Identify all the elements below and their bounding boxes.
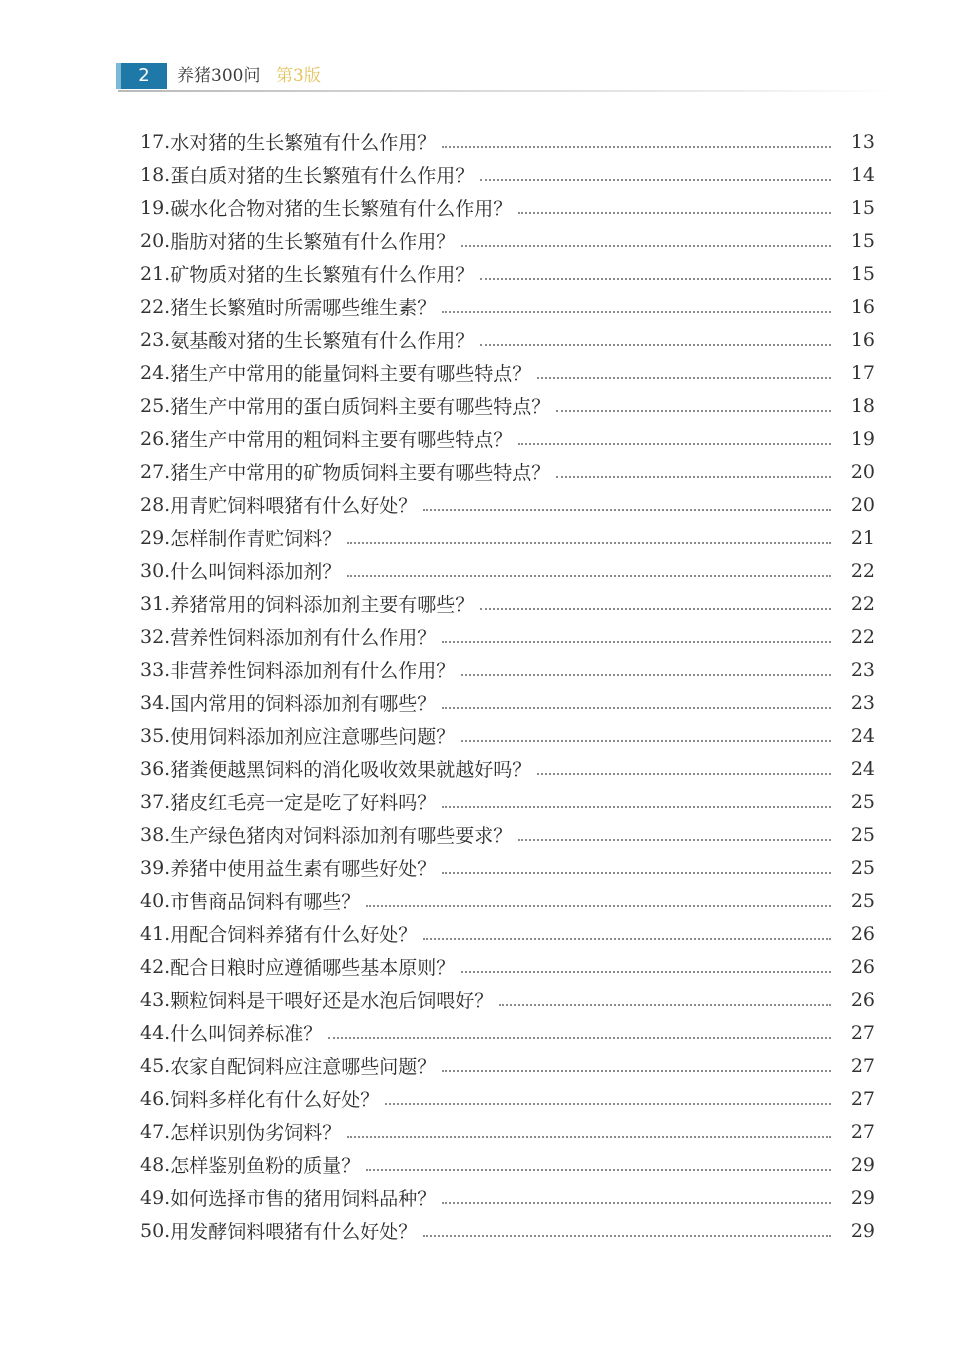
toc-entry-title: 猪生产中常用的粗饲料主要有哪些特点？ [170,429,513,451]
toc-entry-title: 矿物质对猪的生长繁殖有什么作用？ [170,264,475,286]
toc-entry-number: 40. [140,889,171,912]
toc-entry-title: 饲料多样化有什么好处？ [170,1089,380,1111]
toc-entry[interactable] [140,389,875,422]
toc-entry-page: 18 [850,394,875,417]
toc-entry-number: 36. [140,757,171,780]
toc-entry[interactable] [140,1214,875,1247]
toc-entry-title: 农家自配饲料应注意哪些问题？ [170,1056,437,1078]
toc-entry-page: 19 [850,427,875,450]
toc-leader-dots [537,377,831,379]
toc-leader-dots [461,245,831,247]
toc-leader-dots [556,410,831,412]
toc-entry[interactable] [140,422,875,455]
toc-entry-number: 31. [140,592,171,615]
toc-entry-title: 如何选择市售的猪用饲料品种？ [170,1188,437,1210]
toc-entry-page: 27 [850,1054,875,1077]
toc-entry-page: 29 [850,1219,875,1242]
toc-leader-dots [442,146,831,148]
toc-entry-title: 使用饲料添加剂应注意哪些问题？ [170,726,456,748]
toc-entry-title: 猪生产中常用的蛋白质饲料主要有哪些特点？ [170,396,551,418]
book-title: 养猪300问 [177,66,261,86]
toc-leader-dots [480,179,831,181]
toc-leader-dots [480,344,831,346]
toc-entry-page: 26 [850,988,875,1011]
toc-leader-dots [442,641,831,643]
toc-leader-dots [499,1004,831,1006]
toc-entry-page: 15 [850,196,875,219]
toc-entry-title: 养猪常用的饲料添加剂主要有哪些？ [170,594,475,616]
toc-entry-title: 碳水化合物对猪的生长繁殖有什么作用？ [170,198,513,220]
toc-entry-page: 16 [850,295,875,318]
toc-entry[interactable] [140,521,875,554]
toc-leader-dots [442,872,831,874]
toc-entry-page: 25 [850,856,875,879]
toc-entry[interactable] [140,323,875,356]
toc-entry-number: 26. [140,427,171,450]
toc-leader-dots [518,839,831,841]
toc-entry-number: 28. [140,493,171,516]
toc-entry-number: 25. [140,394,171,417]
page-header [0,56,960,96]
toc-entry[interactable] [140,620,875,653]
toc-leader-dots [480,608,831,610]
toc-entry-page: 15 [850,262,875,285]
toc-entry[interactable] [140,785,875,818]
toc-entry-page: 27 [850,1087,875,1110]
toc-entry-title: 什么叫饲料添加剂？ [170,561,342,583]
toc-entry[interactable] [140,653,875,686]
toc-entry-number: 19. [140,196,171,219]
toc-entry-number: 50. [140,1219,171,1242]
toc-entry-title: 猪粪便越黑饲料的消化吸收效果就越好吗？ [170,759,532,781]
toc-entry-number: 20. [140,229,171,252]
toc-entry-title: 颗粒饲料是干喂好还是水泡后饲喂好？ [170,990,494,1012]
toc-entry[interactable] [140,1181,875,1214]
toc-leader-dots [442,806,831,808]
toc-leader-dots [347,542,831,544]
toc-entry-page: 25 [850,889,875,912]
toc-leader-dots [461,674,831,676]
toc-entry-number: 18. [140,163,171,186]
toc-leader-dots [423,509,831,511]
toc-entry[interactable] [140,1016,875,1049]
toc-leader-dots [347,1136,831,1138]
toc-entry[interactable] [140,290,875,323]
toc-leader-dots [442,1202,831,1204]
toc-entry[interactable] [140,983,875,1016]
toc-entry-number: 21. [140,262,171,285]
toc-entry-number: 17. [140,130,171,153]
toc-leader-dots [518,443,831,445]
toc-entry-page: 14 [850,163,875,186]
toc-entry-page: 25 [850,823,875,846]
toc-entry-title: 怎样制作青贮饲料？ [170,528,342,550]
toc-entry-number: 45. [140,1054,171,1077]
toc-leader-dots [442,311,831,313]
toc-entry-number: 29. [140,526,171,549]
toc-entry[interactable] [140,1148,875,1181]
toc-entry-number: 22. [140,295,171,318]
toc-entry-title: 用配合饲料养猪有什么好处？ [170,924,418,946]
toc-entry-number: 39. [140,856,171,879]
toc-entry-number: 44. [140,1021,171,1044]
toc-entry-number: 34. [140,691,171,714]
toc-leader-dots [518,212,831,214]
toc-entry-number: 38. [140,823,171,846]
toc-entry-number: 32. [140,625,171,648]
toc-entry[interactable] [140,554,875,587]
toc-entry[interactable] [140,224,875,257]
toc-entry-number: 24. [140,361,171,384]
toc-entry-title: 氨基酸对猪的生长繁殖有什么作用？ [170,330,475,352]
toc-entry[interactable] [140,1049,875,1082]
toc-leader-dots [366,905,831,907]
toc-leader-dots [328,1037,831,1039]
toc-entry-page: 22 [850,559,875,582]
toc-entry[interactable] [140,686,875,719]
toc-entry-page: 24 [850,724,875,747]
toc-entry-page: 29 [850,1186,875,1209]
toc-entry[interactable] [140,257,875,290]
toc-entry-title: 什么叫饲养标准？ [170,1023,323,1045]
toc-entry[interactable] [140,752,875,785]
toc-entry-page: 16 [850,328,875,351]
toc-entry-page: 21 [850,526,875,549]
toc-entry[interactable] [140,719,875,752]
toc-entry-title: 非营养性饲料添加剂有什么作用？ [170,660,456,682]
toc-leader-dots [480,278,831,280]
toc-entry-number: 35. [140,724,171,747]
toc-entry[interactable] [140,191,875,224]
header-rule [118,90,898,92]
toc-entry-page: 23 [850,691,875,714]
toc-entry-page: 22 [850,592,875,615]
toc-entry-title: 营养性饲料添加剂有什么作用？ [170,627,437,649]
toc-entry-page: 15 [850,229,875,252]
toc-entry[interactable] [140,851,875,884]
toc-entry-page: 26 [850,955,875,978]
toc-entry-number: 30. [140,559,171,582]
toc-entry-page: 13 [850,130,875,153]
toc-leader-dots [366,1169,831,1171]
toc-entry-title: 养猪中使用益生素有哪些好处？ [170,858,437,880]
toc-entry[interactable] [140,587,875,620]
toc-entry-page: 27 [850,1021,875,1044]
toc-entry[interactable] [140,356,875,389]
toc-entry[interactable] [140,917,875,950]
toc-leader-dots [461,740,831,742]
toc-entry-title: 猪生产中常用的能量饲料主要有哪些特点？ [170,363,532,385]
toc-entry-number: 41. [140,922,171,945]
toc-entry-title: 怎样识别伪劣饲料？ [170,1122,342,1144]
toc-entry-title: 水对猪的生长繁殖有什么作用？ [170,132,437,154]
toc-entry-number: 49. [140,1186,171,1209]
toc-leader-dots [537,773,831,775]
edition-label: 第3版 [276,66,321,86]
toc-entry-title: 市售商品饲料有哪些？ [170,891,361,913]
toc-leader-dots [442,707,831,709]
toc-entry-number: 46. [140,1087,171,1110]
toc-leader-dots [556,476,831,478]
toc-leader-dots [385,1103,831,1105]
toc-leader-dots [423,1235,831,1237]
toc-entry-title: 猪生产中常用的矿物质饲料主要有哪些特点？ [170,462,551,484]
toc-leader-dots [461,971,831,973]
toc-entry-title: 怎样鉴别鱼粉的质量？ [170,1155,361,1177]
toc-entry-page: 17 [850,361,875,384]
toc-entry-page: 23 [850,658,875,681]
toc-entry-page: 20 [850,493,875,516]
toc-entry-number: 23. [140,328,171,351]
toc-entry[interactable] [140,884,875,917]
toc-entry-page: 24 [850,757,875,780]
toc-entry-number: 48. [140,1153,171,1176]
toc-entry-title: 猪生长繁殖时所需哪些维生素？ [170,297,437,319]
table-of-contents [140,125,875,1247]
toc-entry[interactable] [140,950,875,983]
toc-leader-dots [442,1070,831,1072]
toc-entry-title: 蛋白质对猪的生长繁殖有什么作用？ [170,165,475,187]
toc-entry-number: 33. [140,658,171,681]
toc-entry[interactable] [140,488,875,521]
toc-entry-page: 20 [850,460,875,483]
toc-entry-title: 生产绿色猪肉对饲料添加剂有哪些要求？ [170,825,513,847]
toc-entry[interactable] [140,125,875,158]
toc-entry-number: 37. [140,790,171,813]
toc-entry-page: 29 [850,1153,875,1176]
toc-entry-number: 27. [140,460,171,483]
toc-entry-title: 猪皮红毛亮一定是吃了好料吗？ [170,792,437,814]
toc-entry-number: 43. [140,988,171,1011]
toc-entry-title: 用青贮饲料喂猪有什么好处？ [170,495,418,517]
toc-entry-number: 47. [140,1120,171,1143]
toc-entry-title: 国内常用的饲料添加剂有哪些？ [170,693,437,715]
page-number-tab: 2 [121,63,167,89]
toc-entry-title: 配合日粮时应遵循哪些基本原则？ [170,957,456,979]
toc-entry-number: 42. [140,955,171,978]
toc-entry-page: 27 [850,1120,875,1143]
toc-leader-dots [423,938,831,940]
toc-entry-title: 用发酵饲料喂猪有什么好处？ [170,1221,418,1243]
toc-leader-dots [347,575,831,577]
toc-entry-page: 25 [850,790,875,813]
toc-entry[interactable] [140,1082,875,1115]
toc-entry[interactable] [140,818,875,851]
toc-entry-page: 22 [850,625,875,648]
toc-entry[interactable] [140,455,875,488]
toc-entry[interactable] [140,158,875,191]
toc-entry-title: 脂肪对猪的生长繁殖有什么作用？ [170,231,456,253]
toc-entry-page: 26 [850,922,875,945]
toc-entry[interactable] [140,1115,875,1148]
